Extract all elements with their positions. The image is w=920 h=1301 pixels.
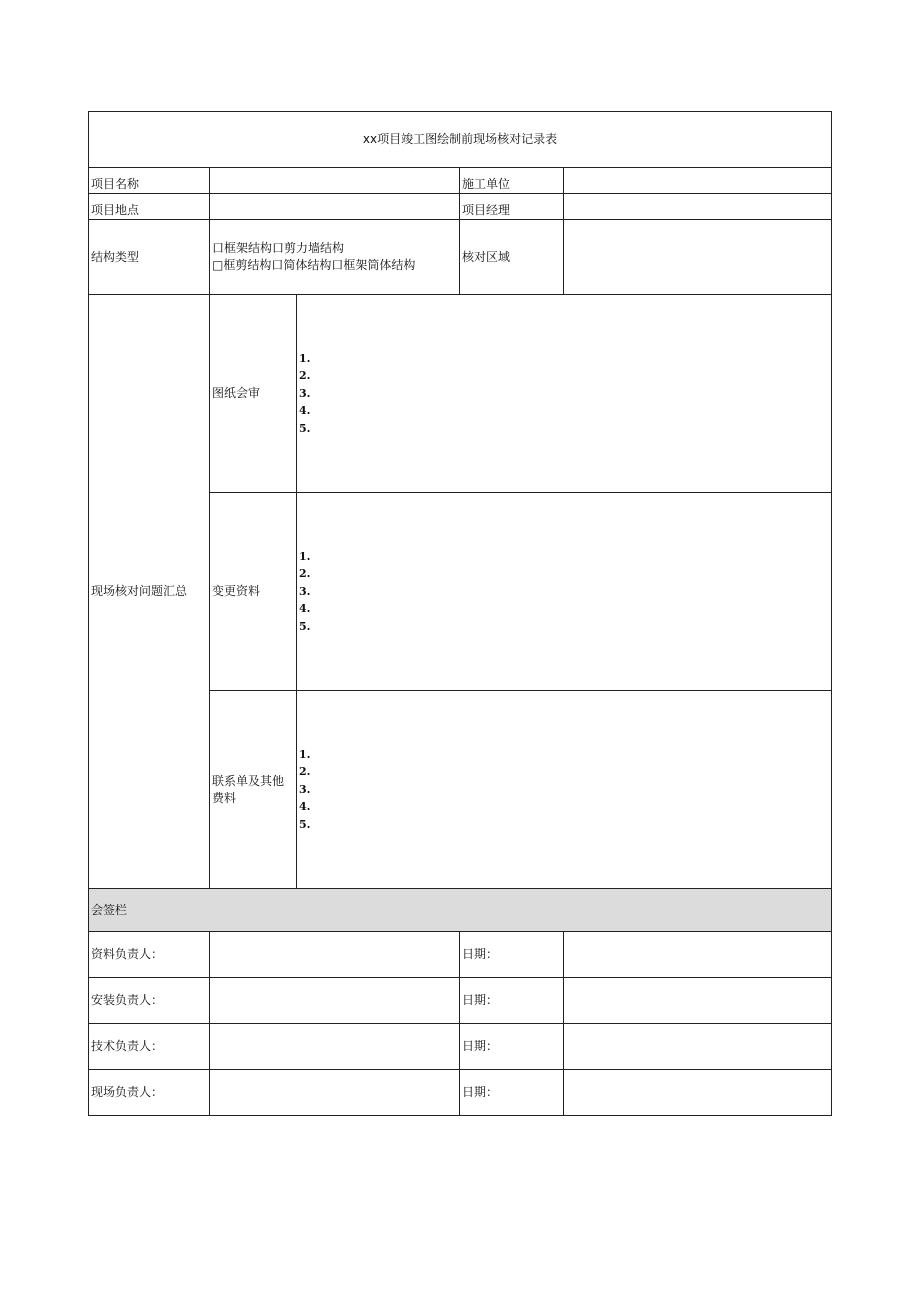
form-title: xx项目竣工图绘制前现场核对记录表 [89, 112, 832, 168]
signature-field[interactable] [210, 932, 460, 978]
list-item: 2. [299, 567, 311, 581]
date-field[interactable] [564, 932, 832, 978]
signoff-role-label: 安装负责人： [89, 978, 210, 1024]
list-item: 3. [299, 386, 311, 400]
section-label-line-1: 联系单及其他 [212, 773, 285, 788]
check-area-label: 核对区域 [460, 220, 564, 295]
date-label: 日期： [460, 932, 564, 978]
list-item: 1. [299, 351, 311, 365]
construction-unit-field[interactable] [564, 168, 832, 194]
section-label-line-2: 费料 [212, 790, 237, 805]
list-item: 2. [299, 765, 311, 779]
signature-field[interactable] [210, 1024, 460, 1070]
structure-options-line-2[interactable]: □框剪结构口简体结构口框架筒体结构 [212, 258, 416, 272]
structure-options-line-1[interactable]: 口框架结构口剪力墙结构 [212, 241, 345, 255]
project-name-field[interactable] [210, 168, 460, 194]
list-item: 5. [299, 421, 311, 435]
list-item: 3. [299, 584, 311, 598]
section-label-change-docs: 变更资料 [210, 493, 297, 691]
list-item: 5. [299, 817, 311, 831]
issue-summary-label: 现场核对问题汇总 [89, 295, 210, 889]
signoff-role-label: 技术负责人： [89, 1024, 210, 1070]
project-manager-label: 项目经理 [460, 194, 564, 220]
list-item: 5. [299, 619, 311, 633]
check-area-field[interactable] [564, 220, 832, 295]
project-manager-field[interactable] [564, 194, 832, 220]
section-label-drawing-review: 图纸会审 [210, 295, 297, 493]
date-label: 日期： [460, 1024, 564, 1070]
structure-type-label: 结构类型 [89, 220, 210, 295]
signature-field[interactable] [210, 1070, 460, 1116]
section-label-contact-sheets [210, 691, 297, 889]
structure-type-options[interactable] [210, 220, 460, 295]
date-field[interactable] [564, 978, 832, 1024]
project-location-field[interactable] [210, 194, 460, 220]
record-form [88, 111, 831, 1116]
signoff-role-label: 资料负责人： [89, 932, 210, 978]
signoff-role-label: 现场负责人： [89, 1070, 210, 1116]
section-items-contact-sheets[interactable] [297, 691, 832, 889]
section-items-drawing-review[interactable] [297, 295, 832, 493]
date-label: 日期： [460, 1070, 564, 1116]
signature-field[interactable] [210, 978, 460, 1024]
date-field[interactable] [564, 1070, 832, 1116]
date-field[interactable] [564, 1024, 832, 1070]
date-label: 日期： [460, 978, 564, 1024]
list-item: 4. [299, 404, 311, 418]
construction-unit-label: 施工单位 [460, 168, 564, 194]
list-item: 3. [299, 782, 311, 796]
signoff-header: 会签栏 [89, 889, 832, 932]
list-item: 2. [299, 369, 311, 383]
list-item: 4. [299, 602, 311, 616]
project-name-label: 项目名称 [89, 168, 210, 194]
list-item: 1. [299, 549, 311, 563]
list-item: 1. [299, 747, 311, 761]
list-item: 4. [299, 800, 311, 814]
section-items-change-docs[interactable] [297, 493, 832, 691]
project-location-label: 项目地点 [89, 194, 210, 220]
record-table [88, 111, 832, 1116]
